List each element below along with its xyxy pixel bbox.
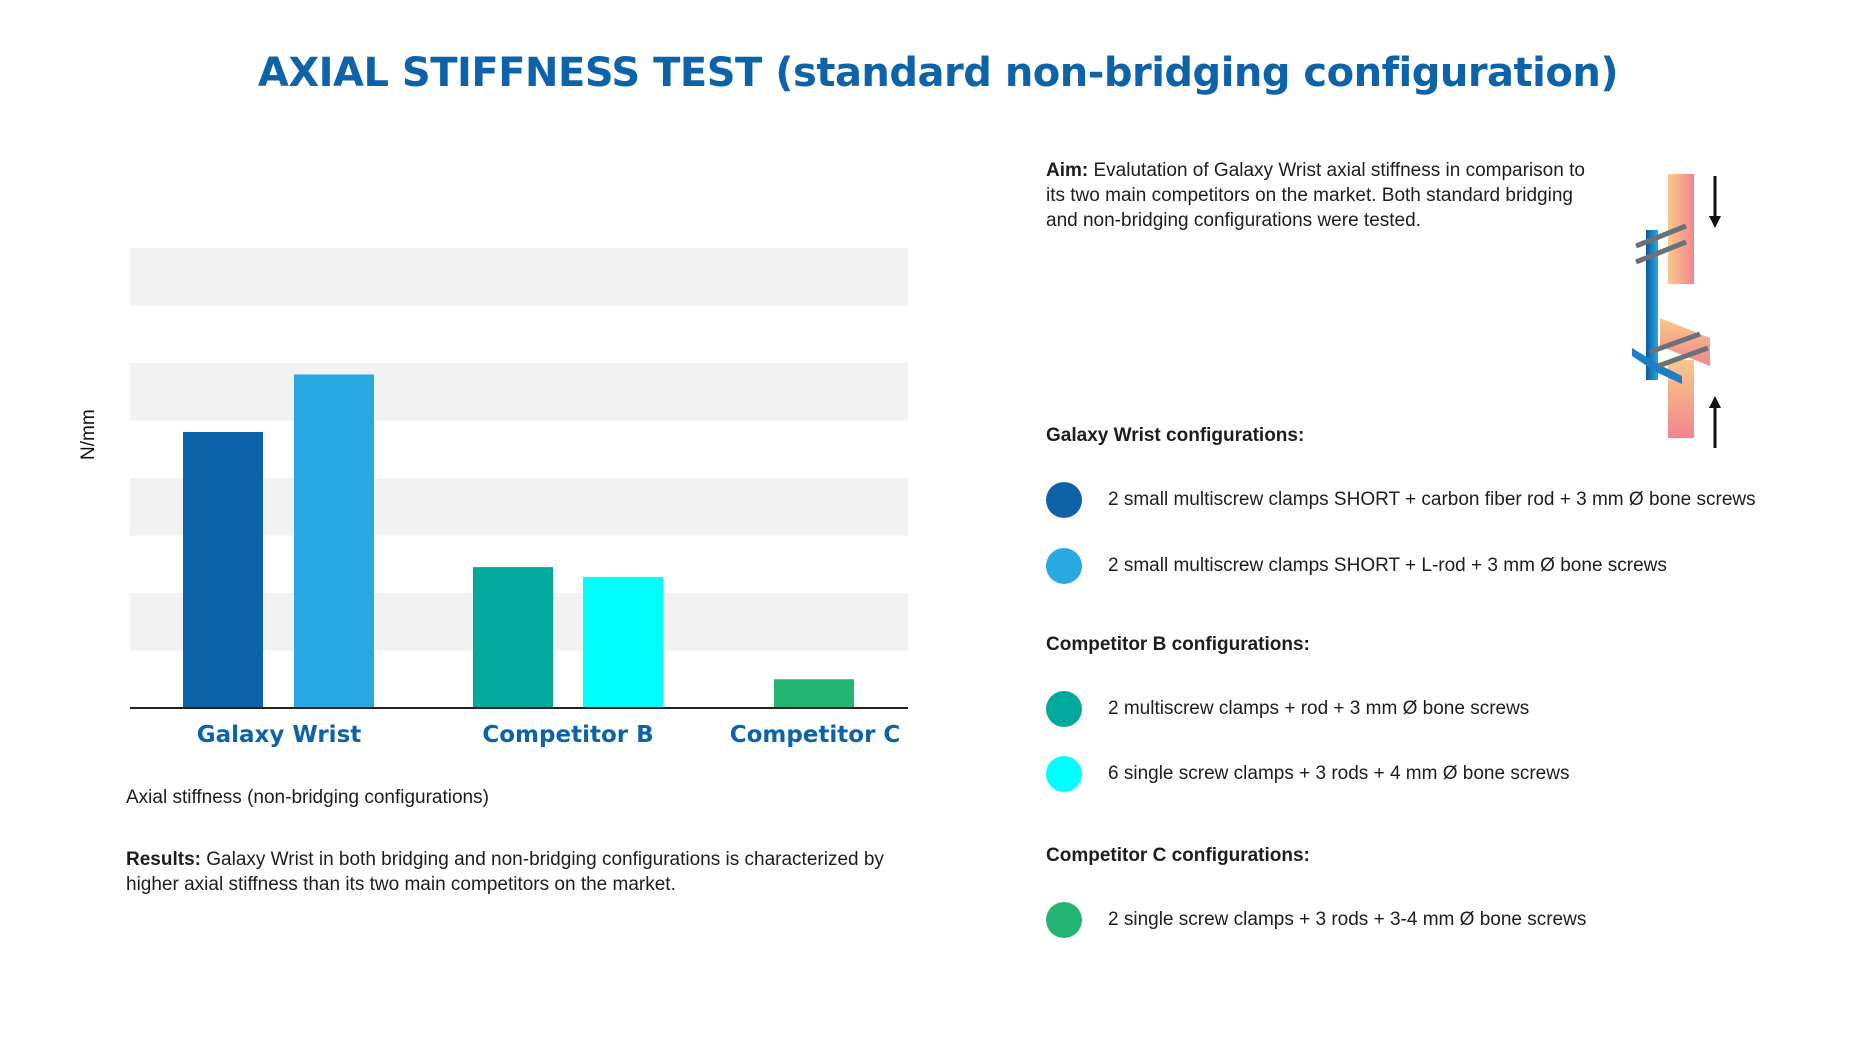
legend-item <box>1046 482 1756 518</box>
legend-group-title-galaxy-wrist: Galaxy Wrist configurations: <box>1046 425 1305 446</box>
legend-item <box>1046 691 1529 727</box>
page-title: AXIAL STIFFNESS TEST (standard non-bridging configuration) <box>257 50 1619 96</box>
legend-item-label: 2 small multiscrew clamps SHORT + carbon fiber rod + 3 mm Ø bone screws <box>1108 489 1756 510</box>
bar-galaxy-wrist-2 <box>294 375 374 709</box>
legend-swatch <box>1046 548 1082 584</box>
legend-swatch <box>1046 482 1082 518</box>
legend-swatch <box>1046 902 1082 938</box>
grid-band <box>130 248 908 306</box>
legend-item-label: 2 multiscrew clamps + rod + 3 mm Ø bone screws <box>1108 698 1530 719</box>
legend-swatch <box>1046 756 1082 792</box>
results-label: Results: <box>126 849 201 870</box>
results-body: Galaxy Wrist in both bridging and non-bridging configurations is characterized by higher axial stiffness than its two main competitors on the market. <box>126 849 884 895</box>
legend-item <box>1046 756 1569 792</box>
aim-text <box>1046 158 1596 233</box>
category-label-galaxy-wrist: Galaxy Wrist <box>196 722 362 748</box>
y-axis-label: N/mm <box>78 409 99 460</box>
grid-band <box>130 363 908 421</box>
bar-chart <box>80 230 920 730</box>
bar-competitor-b-4 <box>583 577 663 708</box>
legend-group-title-competitor-c: Competitor C configurations: <box>1046 845 1310 866</box>
legend-item-label: 2 small multiscrew clamps SHORT + L-rod + 3 mm Ø bone screws <box>1108 555 1667 576</box>
aim-label: Aim: <box>1046 160 1089 181</box>
legend-group-title-competitor-b: Competitor B configurations: <box>1046 634 1310 655</box>
category-label-competitor-b: Competitor B <box>482 722 654 748</box>
aim-body: Evalutation of Galaxy Wrist axial stiffness in comparison to its two main competitors on the market. Both standard bridging and non-bridging configurations were tested. <box>1046 160 1585 231</box>
category-label-competitor-c: Competitor C <box>729 722 901 748</box>
legend-swatch <box>1046 691 1082 727</box>
legend-item <box>1046 548 1667 584</box>
legend-item-label: 2 single screw clamps + 3 rods + 3-4 mm Ø bone screws <box>1108 909 1587 930</box>
results-text <box>126 847 926 897</box>
legend-item-label: 6 single screw clamps + 3 rods + 4 mm Ø bone screws <box>1108 763 1570 784</box>
legend-item <box>1046 902 1586 938</box>
bar-competitor-b-3 <box>473 567 553 708</box>
bar-competitor-c-5 <box>774 679 854 708</box>
bar-galaxy-wrist-1 <box>183 432 263 708</box>
chart-caption: Axial stiffness (non-bridging configurations) <box>126 787 489 808</box>
axial-load-test-fixator-icon <box>1620 170 1730 450</box>
